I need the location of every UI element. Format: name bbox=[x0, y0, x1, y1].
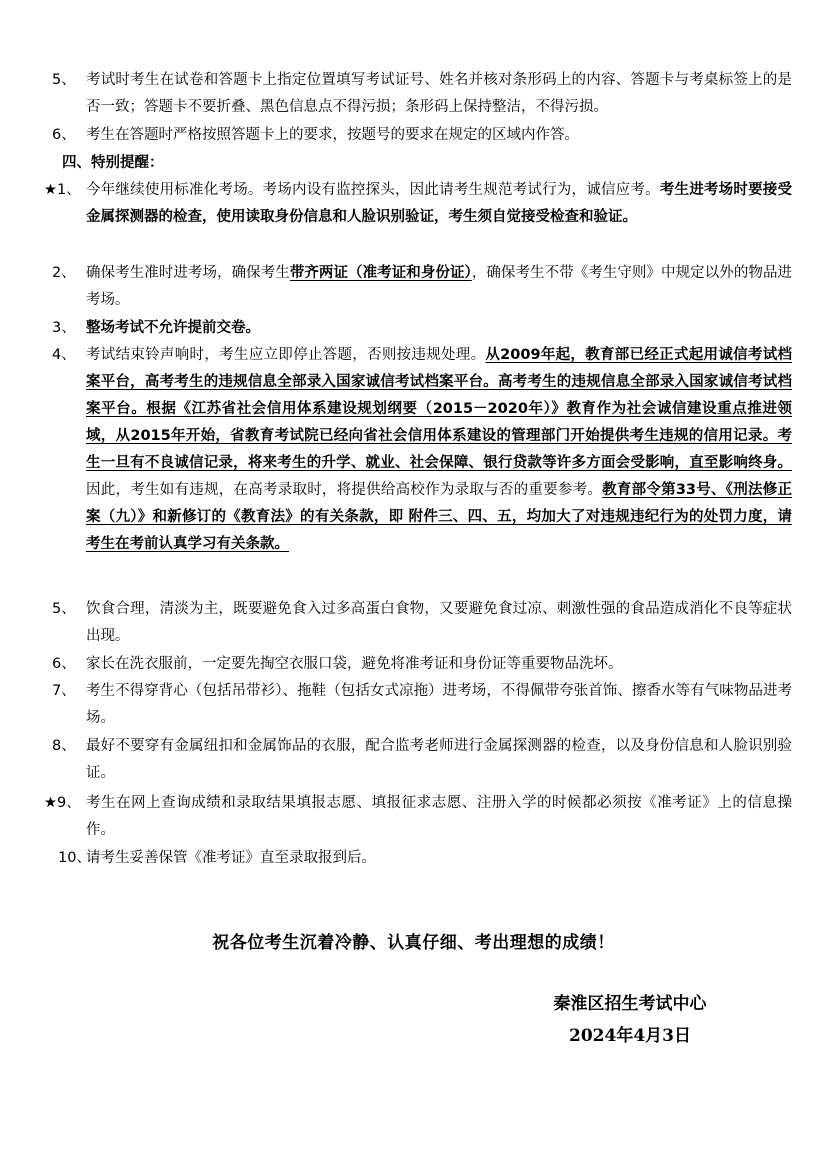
reminder-item bbox=[52, 315, 792, 342]
item-number: 3、 bbox=[52, 320, 76, 336]
item-number: 2、 bbox=[52, 265, 76, 281]
item-text: 考生不得穿背心（包括吊带衫）、拖鞋（包括女式凉拖）进考场，不得佩带夸张首饰、擦香水等有气味物品进考场。 bbox=[86, 683, 792, 726]
item-number: 6、 bbox=[52, 127, 76, 143]
item-text-emphasis: 从2009年起，教育部已经正式起用诚信考试档案平台，高考考生的违规信息全部录入国家诚信考试档案平台。高考考生的违规信息全部录入国家诚信考试档案平台。根据《江苏省社会信用体系建设规划纲要（2015－2020年）》教育作为社会诚信建设重点推进领域，从2015年开始，省教育考试院已经向省社会信用体系建设的管理部门开始提供考生违规的信用记录。考生一旦有不良诚信记录，将来考生的升学、就业、社会保障、银行贷款等许多方面会受影响，直至影响终身。 bbox=[86, 347, 793, 471]
issuer-name: 秦淮区招生考试中心 bbox=[553, 994, 707, 1014]
reminder-item bbox=[52, 678, 792, 732]
item-text: 请考生妥善保管《准考证》直至录取报到后。 bbox=[86, 850, 376, 866]
item-text: 考试结束铃声响时，考生应立即停止答题，否则按违规处理。 bbox=[86, 347, 486, 363]
reminder-item bbox=[44, 790, 792, 844]
item-text: 考试时考生在试卷和答题卡上指定位置填写考试证号、姓名并核对条形码上的内容、答题卡与考桌标签上的是否一致；答题卡不要折叠、黑色信息点不得污损；条形码上保持整洁，不得污损。 bbox=[86, 72, 792, 115]
item-text: 因此，考生如有违规，在高考录取时，将提供给高校作为录取与否的重要参考。 bbox=[86, 482, 603, 498]
item-text: ，确保考生不带《考生守则》中规定以外的物品进考场。 bbox=[86, 265, 793, 308]
item-number: 7、 bbox=[52, 683, 76, 699]
closing-wish: 祝各位考生沉着冷静、认真仔细、考出理想的成绩！ bbox=[212, 933, 615, 953]
item-text: 今年继续使用标准化考场。考场内设有监控探头，因此请考生规范考试行为，诚信应考。 bbox=[86, 182, 660, 198]
item-text-emphasis: 考生进考场时要接受金属探测器的检查，使用读取身份信息和人脸识别验证，考生须自觉接受检查和验证。 bbox=[86, 182, 792, 225]
item-text-emphasis: 带齐两证（准考证和身份证） bbox=[289, 265, 472, 281]
list-item bbox=[52, 122, 792, 149]
item-text: 考生在答题时严格按照答题卡上的要求，按题号的要求在规定的区域内作答。 bbox=[86, 127, 579, 143]
reminder-item bbox=[52, 596, 792, 650]
item-number: 8、 bbox=[52, 738, 76, 754]
item-text-emphasis: 整场考试不允许提前交卷。 bbox=[86, 320, 260, 336]
item-number: 4、 bbox=[52, 347, 76, 363]
list-item bbox=[52, 67, 792, 121]
item-number: ★1、 bbox=[44, 182, 81, 198]
issue-date: 2024年4月3日 bbox=[569, 1026, 691, 1046]
reminder-item bbox=[52, 260, 792, 314]
item-number: 5、 bbox=[52, 72, 76, 88]
item-text: 确保考生准时进考场，确保考生 bbox=[86, 265, 290, 281]
item-text: 饮食合理，清淡为主，既要避免食入过多高蛋白食物，又要避免食过凉、刺激性强的食品造成消化不良等症状出现。 bbox=[86, 601, 792, 644]
reminder-item bbox=[52, 342, 792, 558]
reminder-item bbox=[52, 651, 792, 678]
reminder-item bbox=[44, 177, 792, 231]
section-heading: 四、特别提醒： bbox=[62, 155, 164, 171]
item-number: 6、 bbox=[52, 656, 76, 672]
item-number: ★9、 bbox=[44, 795, 81, 811]
item-text: 最好不要穿有金属纽扣和金属饰品的衣服，配合监考老师进行金属探测器的检查，以及身份信息和人脸识别验证。 bbox=[86, 738, 792, 781]
item-text: 家长在洗衣服前，一定要先掏空衣服口袋，避免将准考证和身份证等重要物品洗坏。 bbox=[86, 656, 623, 672]
item-number: 10、 bbox=[58, 850, 91, 866]
item-text-emphasis: 教育部令第33号、《刑法修正案（九）》和新修订的《教育法》的有关条款，即 附件三、四、五，均加大了对违规违纪行为的处罚力度，请考生在考前认真学习有关条款。 bbox=[86, 482, 792, 552]
reminder-item bbox=[52, 845, 792, 872]
item-text: 考生在网上查询成绩和录取结果填报志愿、填报征求志愿、注册入学的时候都必须按《准考证》上的信息操作。 bbox=[86, 795, 792, 838]
reminder-item bbox=[52, 733, 792, 787]
item-number: 5、 bbox=[52, 601, 76, 617]
